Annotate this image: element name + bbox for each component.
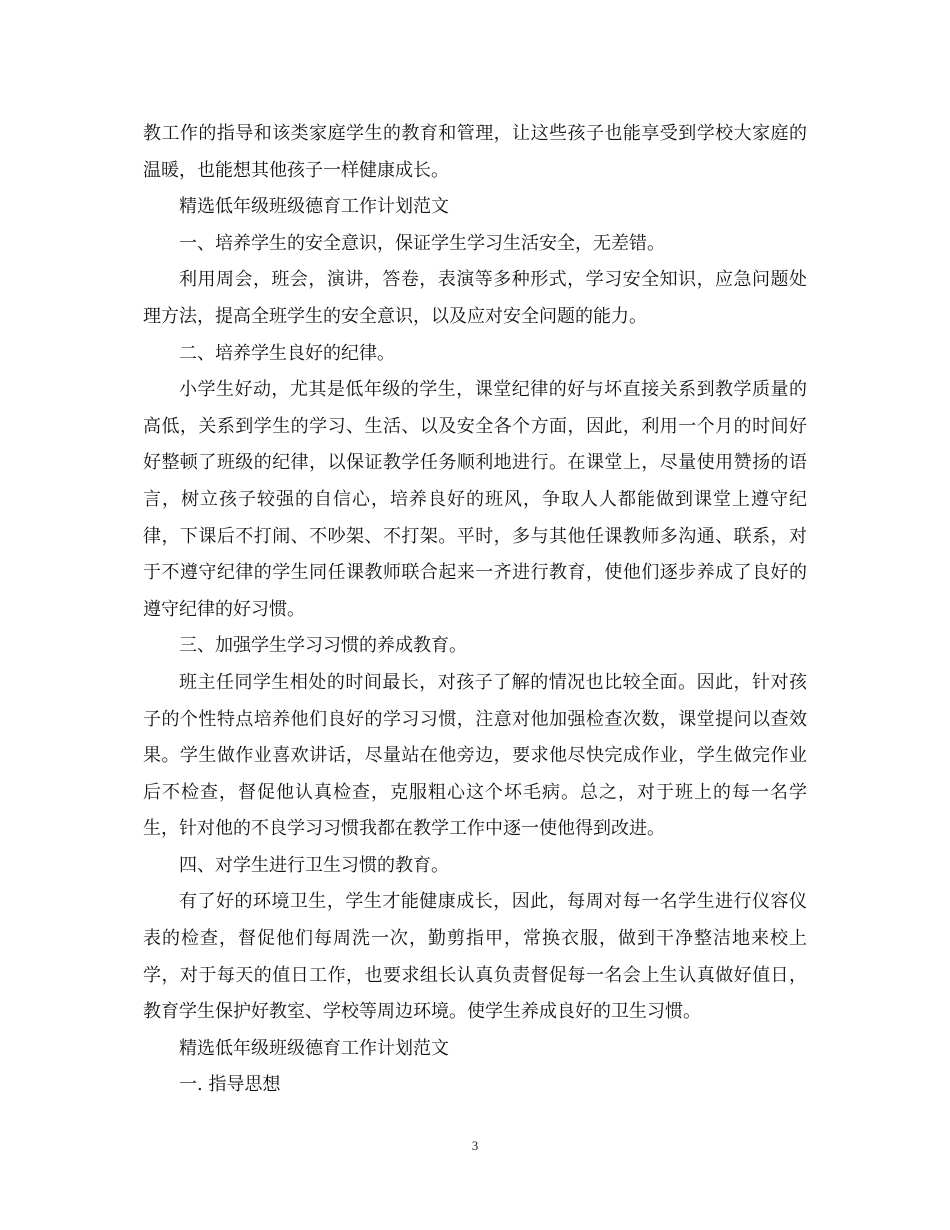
section-title: 精选低年级班级德育工作计划范文 — [179, 196, 449, 218]
paragraph-hygiene: 有了好的环境卫生，学生才能健康成长，因此，每周对每一名学生进行仪容仪表的检查，督促他们每周洗一次，勤剪指甲，常换衣服，做到干净整洁地来校上学，对于每天的值日工作，也要求组长认真负责督促每一名会上生认真做好值日，教育学生保护好教室、学校等周边环境。使学生养成良好的卫生习惯。 — [143, 891, 807, 1023]
section-title-repeat: 精选低年级班级德育工作计划范文 — [179, 1037, 449, 1059]
document-body — [143, 116, 807, 1104]
heading-hygiene: 四、对学生进行卫生习惯的教育。 — [179, 854, 449, 876]
heading-safety: 一、培养学生的安全意识，保证学生学习生活安全，无差错。 — [179, 232, 665, 254]
paragraph-safety: 利用周会，班会，演讲，答卷，表演等多种形式，学习安全知识，应急问题处理方法，提高全班学生的安全意识，以及应对安全问题的能力。 — [143, 269, 807, 327]
heading-study-habits: 三、加强学生学习习惯的养成教育。 — [179, 635, 467, 657]
page-number: 3 — [471, 1138, 479, 1153]
paragraph-discipline: 小学生好动，尤其是低年级的学生，课堂纪律的好与坏直接关系到教学质量的高低，关系到学生的学习、生活、以及安全各个方面，因此，利用一个月的时间好好整顿了班级的纪律，以保证教学任务顺利地进行。在课堂上，尽量使用赞扬的语言，树立孩子较强的自信心，培养良好的班风，争取人人都能做到课堂上遵守纪律，下课后不打闹、不吵架、不打架。平时，多与其他任课教师多沟通、联系，对于不遵守纪律的学生同任课教师联合起来一齐进行教育，使他们逐步养成了良好的遵守纪律的好习惯。 — [143, 379, 807, 620]
paragraph-study-habits: 班主任同学生相处的时间最长，对孩子了解的情况也比较全面。因此，针对孩子的个性特点培养他们良好的学习习惯，注意对他加强检查次数，课堂提问以查效果。学生做作业喜欢讲话，尽量站在他旁边，要求他尽快完成作业，学生做完作业后不检查，督促他认真检查，克服粗心这个坏毛病。总之，对于班上的每一名学生，针对他的不良学习习惯我都在教学工作中逐一使他得到改进。 — [143, 671, 807, 840]
heading-guiding-ideology: 一. 指导思想 — [179, 1074, 281, 1096]
paragraph-continued: 教工作的指导和该类家庭学生的教育和管理，让这些孩子也能享受到学校大家庭的温暖，也能想其他孩子一样健康成长。 — [143, 123, 807, 181]
heading-discipline: 二、培养学生良好的纪律。 — [179, 342, 395, 364]
